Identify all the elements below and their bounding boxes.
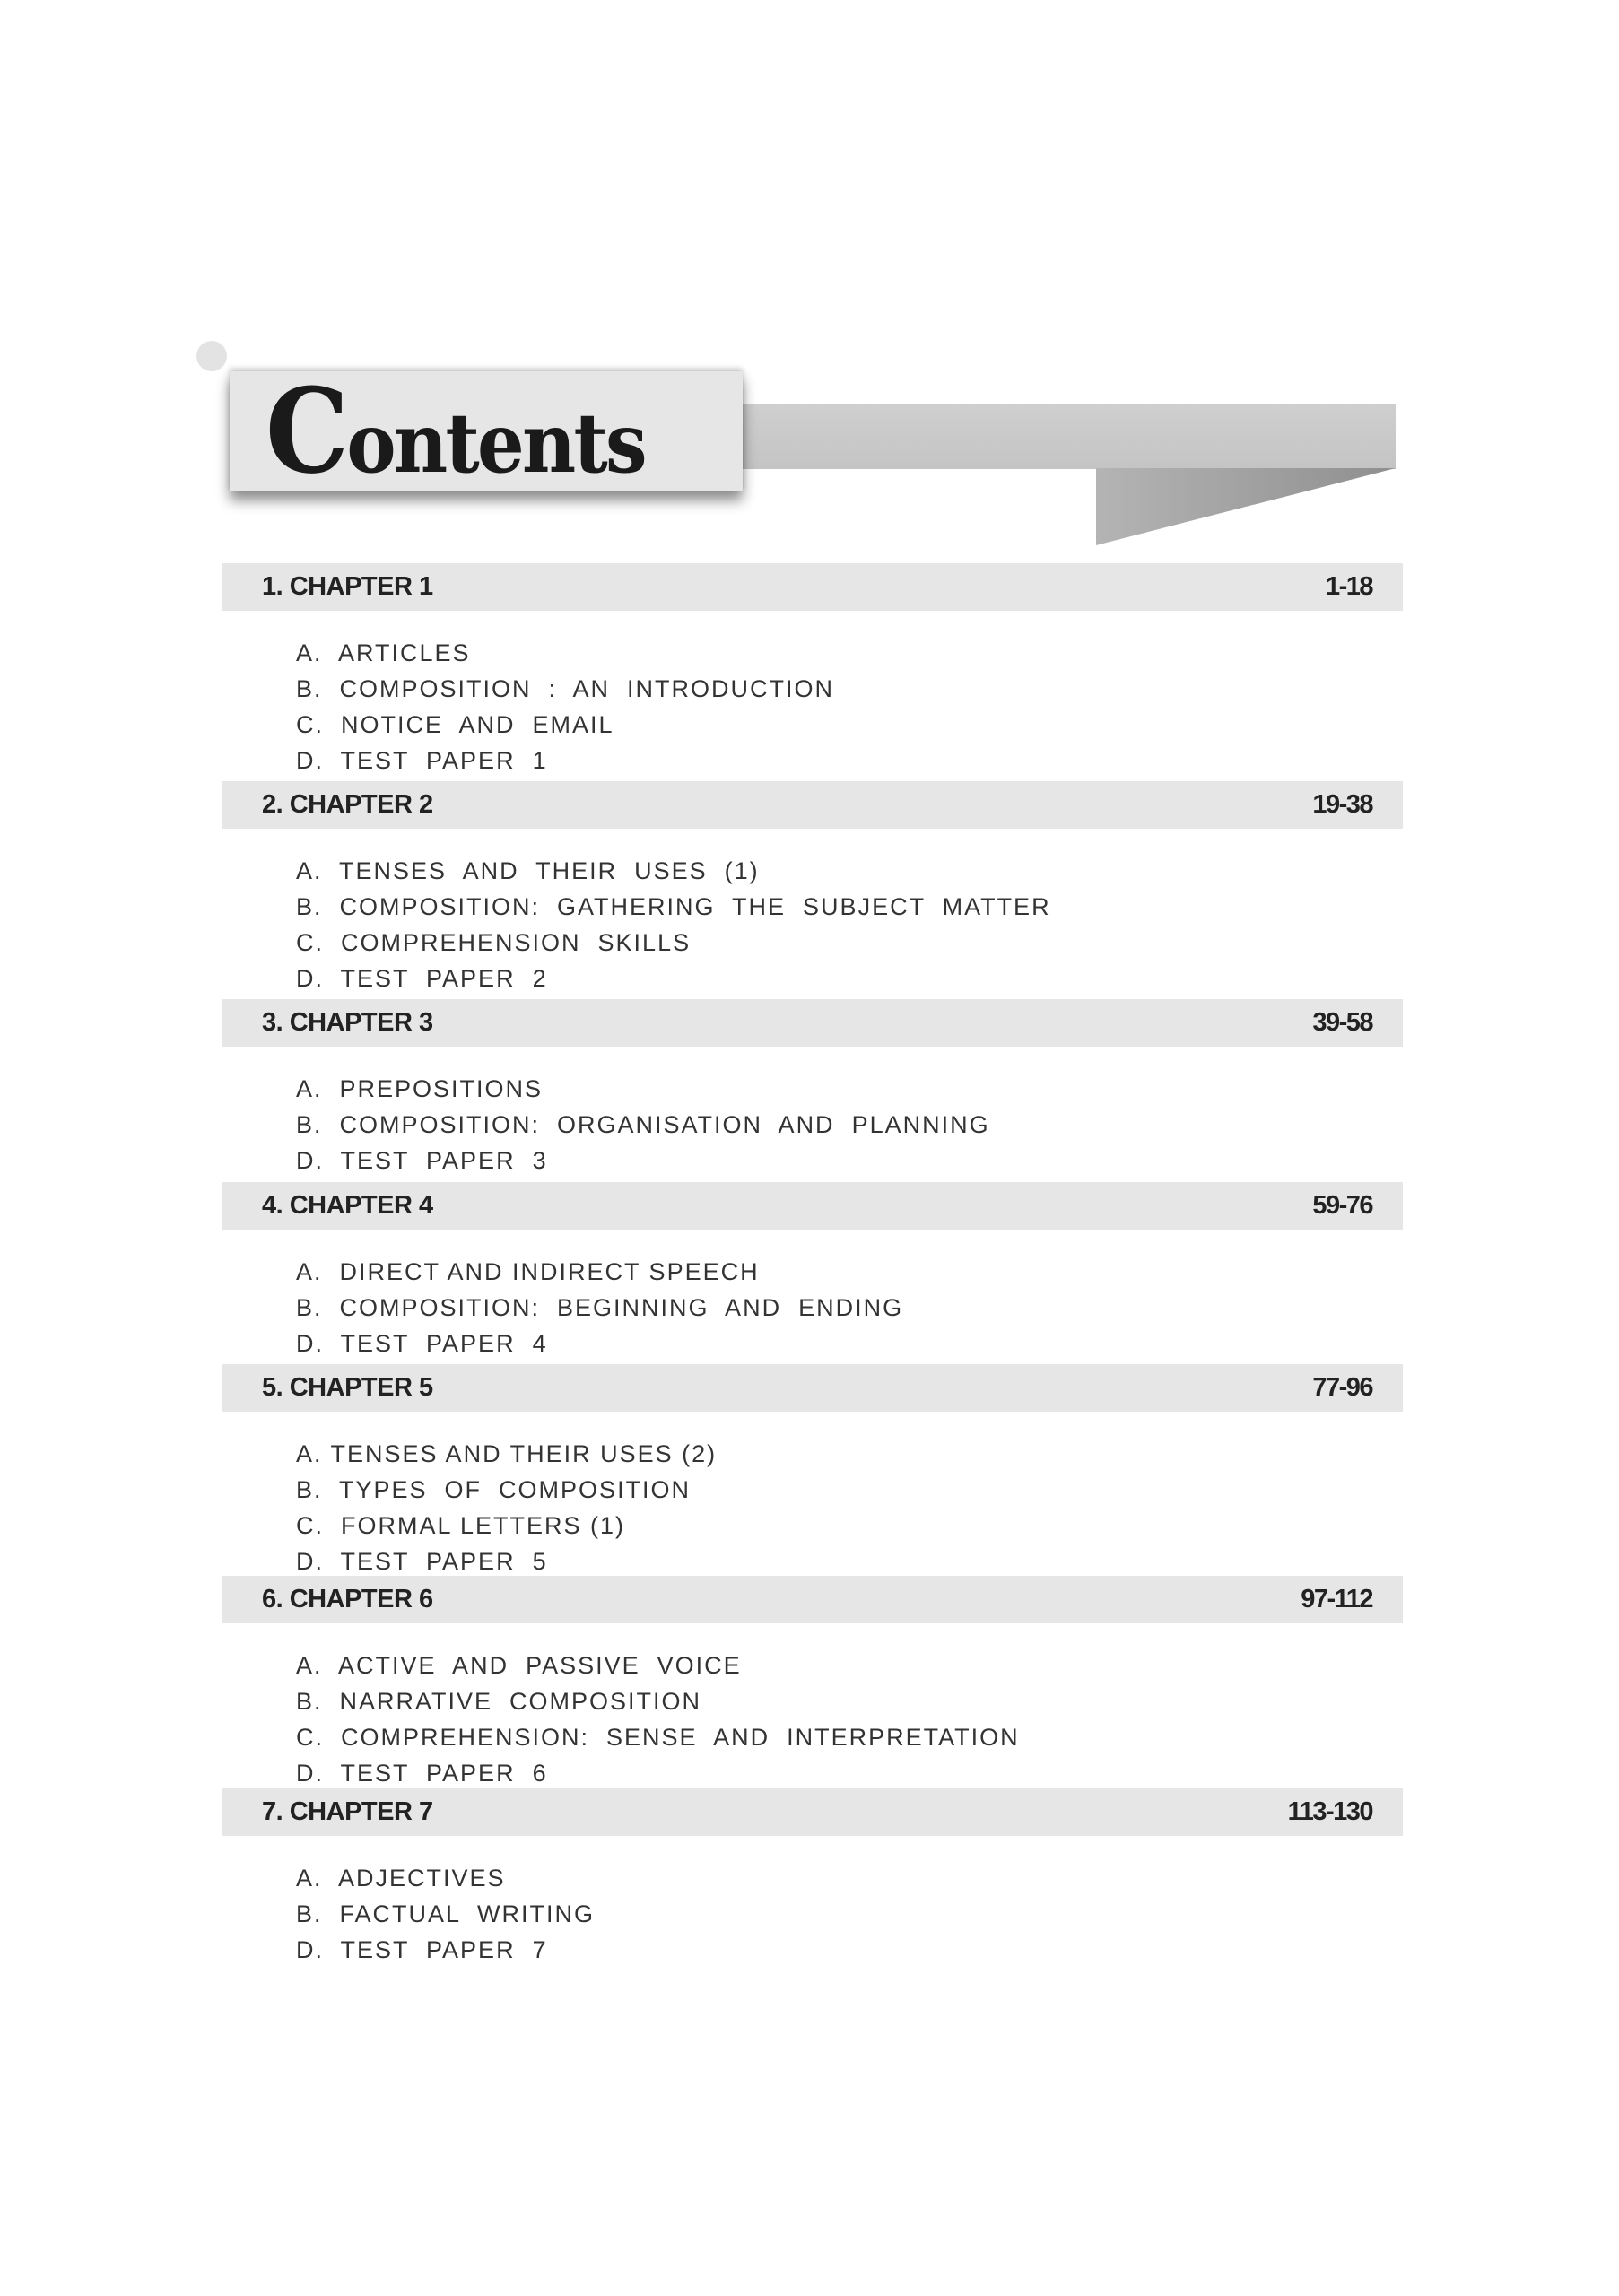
- chapter-header[interactable]: [222, 1576, 1403, 1623]
- chapter-pages: 39-58: [1312, 1008, 1372, 1037]
- chapter-header[interactable]: [222, 999, 1403, 1047]
- chapter-title: 7. CHAPTER 7: [262, 1797, 433, 1826]
- toc-item[interactable]: A. ARTICLES: [296, 639, 471, 666]
- toc-item[interactable]: B. COMPOSITION: BEGINNING AND ENDING: [296, 1294, 904, 1321]
- toc-item[interactable]: A. TENSES AND THEIR USES (1): [296, 857, 760, 884]
- toc-item[interactable]: D. TEST PAPER 3: [296, 1147, 548, 1174]
- toc-item[interactable]: A. DIRECT AND INDIRECT SPEECH: [296, 1258, 760, 1285]
- toc-item[interactable]: A. PREPOSITIONS: [296, 1075, 544, 1102]
- toc-item[interactable]: C. FORMAL LETTERS (1): [296, 1512, 626, 1539]
- chapter-pages: 77-96: [1312, 1373, 1372, 1402]
- chapter-pages: 59-76: [1312, 1191, 1372, 1220]
- chapter-header[interactable]: [222, 1182, 1403, 1230]
- toc-item[interactable]: B. FACTUAL WRITING: [296, 1900, 596, 1927]
- toc-item[interactable]: D. TEST PAPER 2: [296, 965, 548, 992]
- toc-item[interactable]: A. ACTIVE AND PASSIVE VOICE: [296, 1652, 742, 1679]
- chapter-items: [296, 1648, 1020, 1791]
- toc-item[interactable]: B. COMPOSITION: GATHERING THE SUBJECT MATTER: [296, 893, 1051, 920]
- chapter-items: [296, 1254, 903, 1361]
- decorative-dot: [196, 341, 227, 371]
- title-initial: C: [265, 362, 347, 500]
- chapter-title: 2. CHAPTER 2: [262, 790, 433, 819]
- chapter-title: 1. CHAPTER 1: [262, 572, 433, 601]
- chapter-header[interactable]: [222, 1364, 1403, 1412]
- toc-item[interactable]: A. TENSES AND THEIR USES (2): [296, 1440, 718, 1467]
- chapter-items: [296, 1071, 990, 1178]
- chapter-pages: 97-112: [1301, 1585, 1372, 1613]
- page-title: [265, 362, 645, 503]
- chapter-pages: 19-38: [1312, 790, 1372, 819]
- title-rest: ontents: [346, 395, 645, 491]
- chapter-header[interactable]: [222, 781, 1403, 829]
- toc-item[interactable]: C. COMPREHENSION SKILLS: [296, 929, 692, 956]
- chapter-title: 4. CHAPTER 4: [262, 1191, 433, 1220]
- toc-item[interactable]: D. TEST PAPER 6: [296, 1760, 548, 1787]
- chapter-header[interactable]: [222, 1788, 1403, 1836]
- toc-item[interactable]: C. COMPREHENSION: SENSE AND INTERPRETATION: [296, 1724, 1020, 1751]
- toc-item[interactable]: B. COMPOSITION : AN INTRODUCTION: [296, 675, 835, 702]
- toc-item[interactable]: B. NARRATIVE COMPOSITION: [296, 1688, 702, 1715]
- chapter-items: [296, 853, 1051, 996]
- toc-item[interactable]: B. COMPOSITION: ORGANISATION AND PLANNING: [296, 1111, 990, 1138]
- chapter-title: 6. CHAPTER 6: [262, 1585, 433, 1613]
- toc-item[interactable]: D. TEST PAPER 5: [296, 1548, 548, 1575]
- header-ribbon: [736, 404, 1396, 469]
- toc-item[interactable]: D. TEST PAPER 4: [296, 1330, 548, 1357]
- chapter-items: [296, 635, 834, 778]
- chapter-header[interactable]: [222, 563, 1403, 611]
- chapter-items: [296, 1860, 595, 1968]
- toc-item[interactable]: D. TEST PAPER 1: [296, 747, 548, 774]
- toc-item[interactable]: D. TEST PAPER 7: [296, 1936, 548, 1963]
- chapter-title: 5. CHAPTER 5: [262, 1373, 433, 1402]
- chapter-pages: 113-130: [1287, 1797, 1372, 1826]
- chapter-items: [296, 1436, 717, 1579]
- chapter-pages: 1-18: [1325, 572, 1372, 601]
- toc-item[interactable]: B. TYPES OF COMPOSITION: [296, 1476, 692, 1503]
- ribbon-fold: [1096, 468, 1396, 545]
- title-box: [230, 362, 743, 500]
- chapter-title: 3. CHAPTER 3: [262, 1008, 433, 1037]
- toc-item[interactable]: A. ADJECTIVES: [296, 1865, 506, 1892]
- toc-item[interactable]: C. NOTICE AND EMAIL: [296, 711, 614, 738]
